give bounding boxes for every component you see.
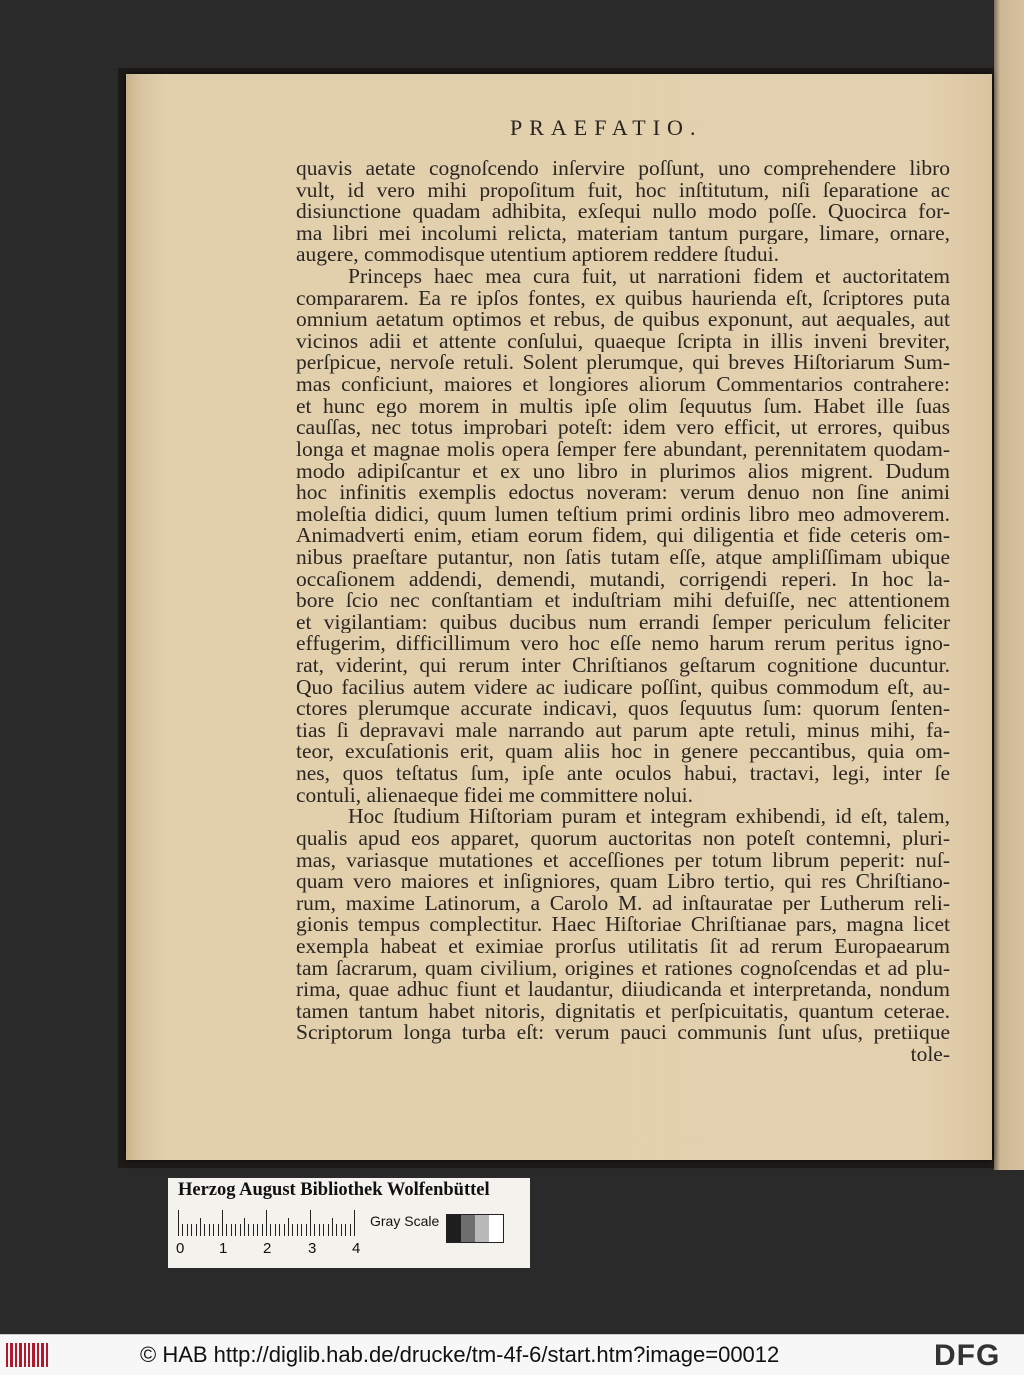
gray-scale-label: Gray Scale (370, 1213, 440, 1229)
ruler-tick (270, 1224, 271, 1236)
ruler-tick (226, 1224, 227, 1236)
text-line: occaſionem addendi, demendi, mutandi, corrigendi reperi. In hoc la- (296, 568, 950, 591)
text-line: disiunctione quadam adhibita, exſequi nullo modo poſſe. Quocirca for- (296, 201, 950, 223)
ruler-tick (288, 1218, 289, 1236)
ruler-tick (235, 1224, 236, 1236)
gray-swatch (475, 1215, 489, 1242)
ruler-tick (231, 1224, 232, 1236)
text-line: rat, viderint, qui rerum inter Chriſtianos geſtarum cognitione ducuntur. (296, 655, 950, 677)
catchword: tole- (910, 1043, 950, 1066)
text-line: Quo facilius autem videre ac iudicare poſſint, quibus commodum eſt, au- (296, 676, 950, 699)
text-line: Hoc ſtudium Hiſtoriam puram et integram exhibendi, id eſt, talem, (348, 806, 950, 828)
text-line: omnium aetatum optimos et rebus, de quibus exponunt, aut aequales, aut (296, 309, 950, 331)
footer-bar (0, 1334, 1024, 1375)
text-line: quavis aetate cognoſcendo inſervire poſſunt, uno comprehendere libro (296, 158, 950, 180)
text-line: vult, id vero mihi propoſitum fuit, hoc inſtitutum, niſi ſeparatione ac (296, 179, 950, 202)
ruler-tick (319, 1224, 320, 1236)
text-line: Animadverti enim, etiam eorum fidem, qui diligentia et fide ceteris om- (296, 525, 950, 547)
text-line: hoc infinitis exemplis edoctus noveram: verum denuo non ſine animi (296, 482, 950, 504)
text-line: rum, maxime Latinorum, a Carolo M. ad inſtauratae per Lutherum reli- (296, 892, 950, 915)
text-line: mas, variasque mutationes et acceſſiones per totum librum peperit: nuſ- (296, 849, 950, 872)
ruler-tick (275, 1224, 276, 1236)
ruler-tick (345, 1224, 346, 1236)
scale-ruler (178, 1208, 361, 1236)
ruler-tick (336, 1224, 337, 1236)
ruler-tick (191, 1224, 192, 1236)
dfg-logo: DFG (934, 1339, 1001, 1372)
copyright-url[interactable]: © HAB http://diglib.hab.de/drucke/tm-4f-6/start.htm?image=00012 (140, 1342, 780, 1367)
gray-scale-swatches (446, 1214, 504, 1243)
text-line: exempla habeat et eximiae prorſus utilitatis ſit ad rerum Europaearum (296, 935, 950, 958)
ruler-tick (306, 1224, 307, 1236)
ruler-tick (240, 1224, 241, 1236)
text-line: nes, quos teſtatus ſum, ipſe ante oculos habui, tractavi, legi, inter ſe (296, 763, 950, 785)
text-line: longa et magnae molis opera ſemper fere abundant, perennitatem quodam- (296, 438, 950, 461)
text-line: Princeps haec mea cura fuit, ut narrationi fidem et auctoritatem (348, 266, 950, 288)
ruler-number: 4 (352, 1240, 361, 1257)
text-line: bore ſcio nec conſtantiam et induſtriam mihi defuiſſe, nec attentionem (296, 590, 950, 612)
text-line: augere, commodisque utentium aptiorem reddere ſtudui. (296, 244, 780, 267)
ruler-number: 0 (176, 1240, 185, 1257)
ruler-tick (213, 1224, 214, 1236)
text-line: et hunc ego morem in multis ipſe olim ſequutus ſum. Habet ille ſuas (296, 395, 950, 418)
ruler-tick (354, 1210, 355, 1236)
text-line: quam vero maiores et inſigniores, quam Libro tertio, qui res Chriſtiano- (296, 871, 950, 893)
ruler-tick (262, 1224, 263, 1236)
text-line: qualis apud eos apparet, quorum auctoritas non poteſt contemni, pluri- (296, 827, 950, 850)
text-line: ctores plerumque accurate indicavi, quos ſequutus ſum: quorum ſenten- (296, 698, 950, 720)
text-line: vicinos adii et attente conſului, quaeque ſcripta in illis inveni breviter, (296, 330, 950, 353)
text-line: tias ſi depravavi male narrando aut parum apte retuli, minus mihi, fa- (296, 719, 950, 742)
ruler-tick (257, 1224, 258, 1236)
ruler-tick (292, 1224, 293, 1236)
text-line: compararem. Ea re ipſos fontes, ex quibus haurienda eſt, ſcriptores puta (296, 287, 950, 310)
text-line: cauſſas, nec totus improbari poteſt: idem vero efficit, ut errores, quibus (296, 417, 950, 439)
ruler-tick (323, 1224, 324, 1236)
ruler-tick (284, 1224, 285, 1236)
ruler-tick (244, 1218, 245, 1236)
running-head: PRAEFATIO. (510, 115, 703, 140)
ruler-tick (328, 1224, 329, 1236)
ruler-number: 3 (308, 1240, 317, 1257)
ruler-tick (314, 1224, 315, 1236)
ruler-tick (196, 1224, 197, 1236)
gray-swatch (461, 1215, 475, 1242)
ruler-tick (200, 1218, 201, 1236)
text-line: tam ſacrarum, quam civilium, origines et rationes cognoſcendas et ad plu- (296, 957, 950, 980)
reference-card (168, 1178, 530, 1268)
ruler-number: 1 (219, 1240, 228, 1257)
ruler-tick (178, 1210, 179, 1236)
text-line: perſpicue, nervoſe retuli. Solent plerumque, qui breves Hiſtoriarum Sum- (296, 352, 950, 375)
page-body (296, 158, 950, 1066)
ruler-number: 2 (263, 1240, 272, 1257)
text-line: Scriptorum longa turba eſt: verum pauci communis ſunt uſus, pretiique (296, 1022, 950, 1044)
ruler-tick (218, 1224, 219, 1236)
ruler-tick (310, 1210, 311, 1236)
text-line: ma libri mei incolumi relicta, materiam tantum purgare, limare, ornare, (296, 222, 950, 245)
ruler-tick (332, 1218, 333, 1236)
ruler-tick (248, 1224, 249, 1236)
ruler-tick (266, 1210, 267, 1236)
ruler-tick (253, 1224, 254, 1236)
ruler-tick (341, 1224, 342, 1236)
ruler-tick (222, 1210, 223, 1236)
gray-swatch (489, 1215, 503, 1242)
ruler-tick (301, 1224, 302, 1236)
hab-logo-icon (6, 1343, 48, 1367)
ruler-tick (187, 1224, 188, 1236)
text-line: modo adipiſcantur et ex uno libro in plurimos alios migrent. Dudum (296, 460, 950, 483)
ruler-tick (209, 1224, 210, 1236)
text-line: et vigilantiam: quibus ducibus num errandi ſemper periculum feliciter (296, 611, 950, 634)
ruler-tick (350, 1224, 351, 1236)
ruler-tick (182, 1224, 183, 1236)
text-line: gionis tempus complectitur. Haec Hiſtoriae Chriſtianae pars, magna licet (296, 914, 950, 936)
ruler-tick (204, 1224, 205, 1236)
text-line: effugerim, difficillimum vero hoc eſſe nemo harum rerum peritus igno- (296, 633, 950, 656)
facing-page-edge (994, 0, 1024, 1170)
text-line: rima, quae adhuc fiunt et laudantur, diiudicanda et interpretanda, nondum (296, 979, 950, 1001)
library-name: Herzog August Bibliothek Wolfenbüttel (178, 1180, 490, 1200)
text-line: contuli, alienaeque fidei me committere nolui. (296, 784, 694, 807)
ruler-tick (297, 1224, 298, 1236)
text-line: teor, excuſationis erit, quam aliis hoc in genere peccantibus, quia om- (296, 741, 950, 764)
text-line: nibus praeſtare putantur, non ſatis tutam eſſe, atque ampliſſimam ubique (296, 546, 950, 569)
ruler-tick (279, 1224, 280, 1236)
text-line: mas conficiunt, maiores et longiores aliorum Commentarios contrahere: (296, 374, 950, 396)
gray-swatch (447, 1215, 461, 1242)
text-line: moleſtia didici, quum lumen teſtium primi ordinis libro meo admoverem. (296, 503, 950, 526)
text-line: tamen tantum habet nitoris, dignitatis et perſpicuitatis, quantum ceterae. (296, 1000, 950, 1023)
